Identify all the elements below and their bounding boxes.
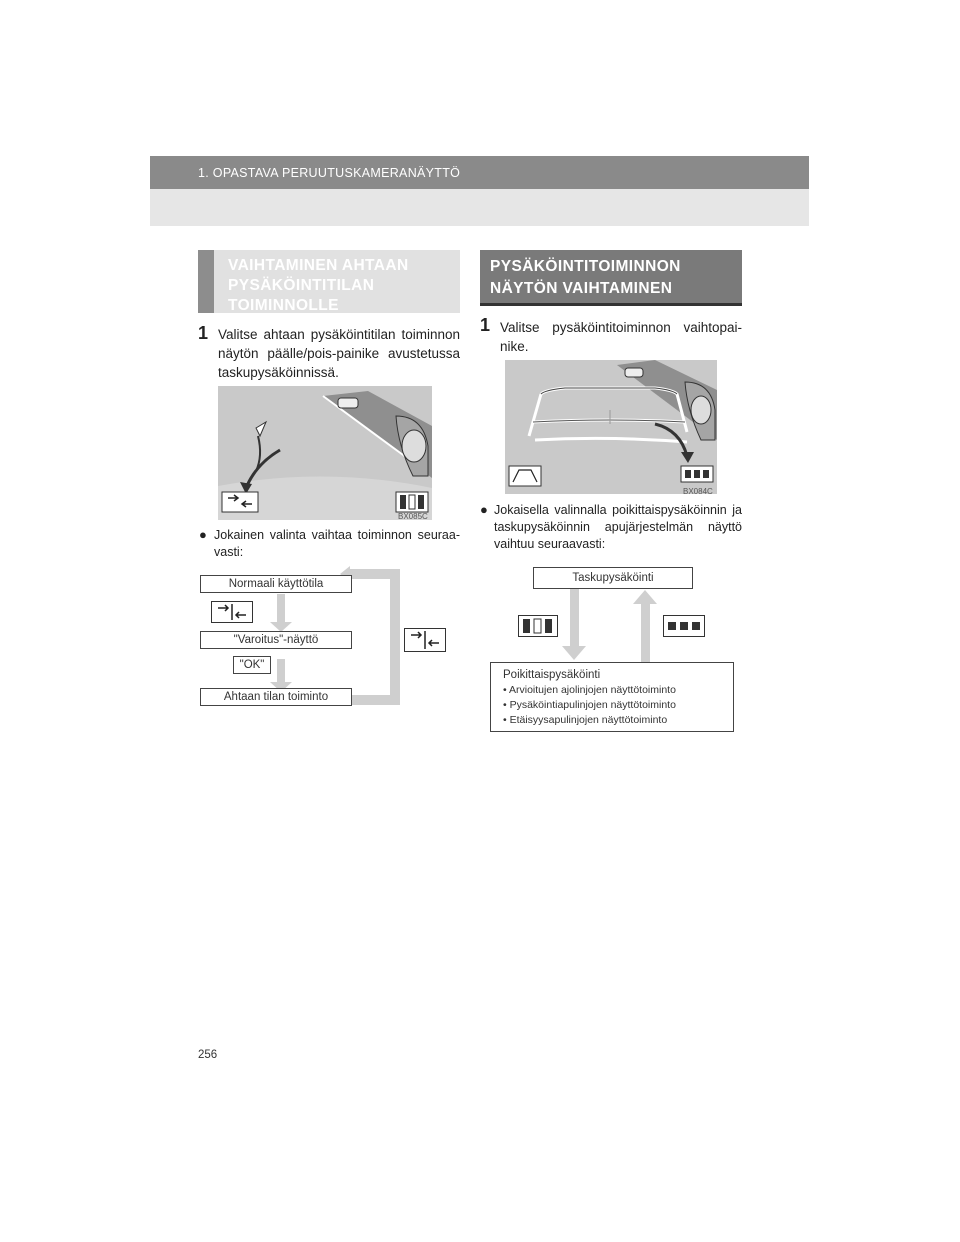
perpendicular-parking-title: Poikittaispysäköinti — [503, 669, 601, 681]
flow-box-warning-display: "Varoitus"-näyttö — [200, 631, 352, 649]
right-step-number: 1 — [480, 315, 491, 335]
right-bullet-text: Jokaisella valinnalla poikittaispysäköinnin ja taskupysäköinnin apujärjestelmän näyttö vaihtuu seuraavasti: — [494, 503, 742, 551]
camera-view-illustration — [218, 386, 432, 520]
narrow-space-switch-icon — [404, 628, 446, 652]
perpendicular-parking-item-2: • Pysäköintiapulinjojen näyttötoiminto — [503, 699, 676, 711]
perpendicular-parking-item-1: • Arvioitujen ajolinjojen näyttötoiminto — [503, 684, 676, 696]
page-number: 256 — [198, 1049, 218, 1061]
bullet-icon: ● — [199, 527, 207, 542]
perpendicular-parking-item-3: • Etäisyysapulinjojen näyttötoiminto — [503, 714, 668, 726]
header-subbar — [150, 189, 809, 226]
left-bullet-text: Jokainen valinta vaihtaa toiminnon seuraa-vasti: — [214, 528, 460, 559]
left-image-code: BX085C — [398, 512, 428, 521]
perpendicular-parking-icon — [663, 615, 705, 637]
right-section-heading — [480, 250, 742, 303]
flow-box-narrow-space-function: Ahtaan tilan toiminto — [200, 688, 352, 706]
flow-box-ok: "OK" — [233, 656, 271, 674]
camera-view-illustration — [505, 360, 717, 494]
header-title: 1. OPASTAVA PERUUTUSKAMERANÄYTTÖ — [198, 166, 461, 180]
flow-box-pocket-parking: Taskupysäköinti — [533, 567, 693, 589]
right-flow-arrows — [540, 586, 680, 666]
right-heading-text: PYSÄKÖINTITOIMINNON NÄYTÖN VAIHTAMINEN — [490, 258, 681, 297]
pocket-parking-icon — [518, 615, 558, 637]
section-marker — [198, 250, 214, 313]
left-camera-screen — [218, 386, 432, 520]
right-step-text: Valitse pysäköintitoiminnon vaihtopai-nike. — [500, 320, 742, 354]
bullet-icon: ● — [480, 502, 488, 517]
heading-underline — [480, 303, 742, 306]
flow-box-perpendicular-parking — [490, 662, 734, 732]
left-step-text: Valitse ahtaan pysäköintitilan toiminnon näytön päälle/pois-painike avustetussa taskupysäköinnissä. — [218, 327, 460, 380]
left-section-heading — [198, 250, 460, 313]
right-camera-screen — [505, 360, 717, 494]
narrow-space-switch-icon — [211, 601, 253, 623]
right-image-code: BX084C — [683, 487, 713, 496]
left-step-number: 1 — [198, 323, 209, 343]
flow-box-normal-mode: Normaali käyttötila — [200, 575, 352, 593]
left-heading-text: VAIHTAMINEN AHTAAN PYSÄKÖINTITILAN TOIMINNOLLE — [228, 257, 409, 314]
